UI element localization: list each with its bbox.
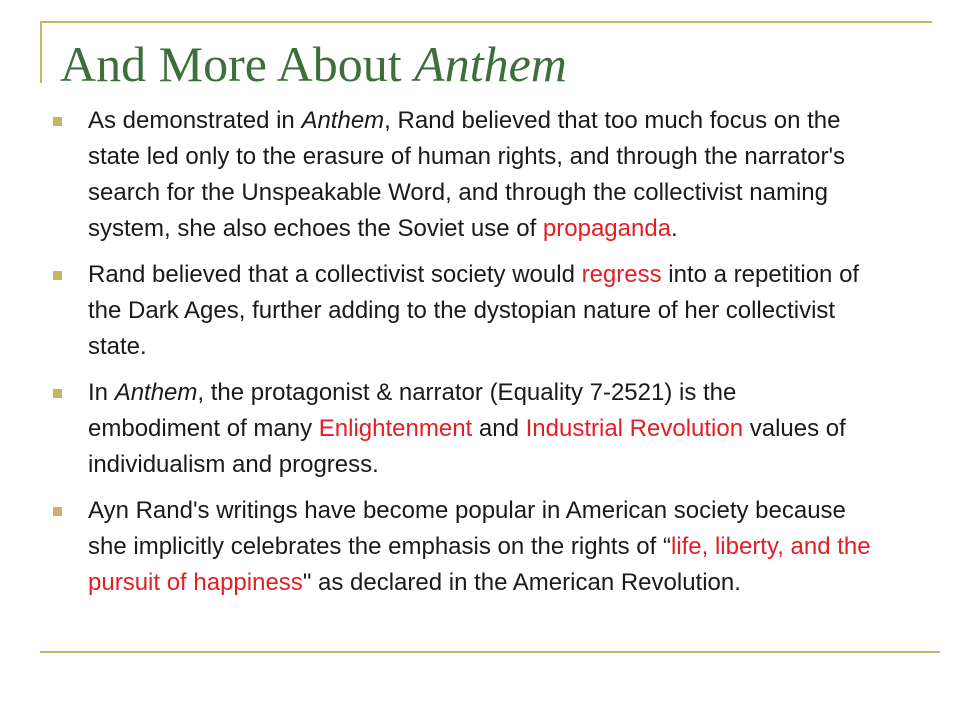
bullet-text: , the protagonist & narrator (Equality 7-2521) is the embodiment of many <box>88 379 737 442</box>
bullet-list <box>53 103 873 611</box>
bullet-text: In <box>88 379 115 406</box>
bullet-text: As demonstrated in <box>88 107 302 134</box>
bullet-item <box>53 493 873 601</box>
bottom-rule <box>40 651 940 653</box>
bullet-text: Ayn Rand's writings have become popular in American society because she implicitly celebrates the emphasis on the rights of “ <box>88 497 846 560</box>
bullet-text: into a repetition of the Dark Ages, further adding to the dystopian nature of her collectivist state. <box>88 261 860 360</box>
square-bullet-icon <box>53 507 62 516</box>
bullet-item <box>53 103 873 247</box>
top-rule <box>40 21 932 23</box>
title-italic: Anthem <box>414 36 567 92</box>
bullet-highlight: regress <box>581 261 662 288</box>
bullet-highlight: propaganda <box>542 215 672 242</box>
bullet-text: , Rand believed that too much focus on the state led only to the erasure of human rights, and through the narrator's search for the Unspeakable Word, and through the collectivist naming system, she also echoes the Soviet use of <box>88 107 846 242</box>
left-rule <box>40 21 42 83</box>
bullet-text: " as declared in the American Revolution. <box>302 569 741 596</box>
bullet-text: . <box>671 215 678 242</box>
bullet-item <box>53 257 873 365</box>
square-bullet-icon <box>53 271 62 280</box>
title-main: And More About <box>60 36 415 92</box>
bullet-item <box>53 375 873 483</box>
bullet-italic-text: Anthem <box>301 107 385 134</box>
square-bullet-icon <box>53 117 62 126</box>
bullet-italic-text: Anthem <box>114 379 198 406</box>
bullet-highlight: Industrial Revolution <box>525 415 744 442</box>
bullet-text: values of individualism and progress. <box>88 415 846 478</box>
bullet-text: and <box>472 415 526 442</box>
square-bullet-icon <box>53 389 62 398</box>
bullet-text: Rand believed that a collectivist society would <box>88 261 582 288</box>
bullet-highlight: Enlightenment <box>318 415 473 442</box>
slide-title <box>60 34 567 94</box>
bullet-highlight: life, liberty, and the pursuit of happiness <box>88 533 871 596</box>
